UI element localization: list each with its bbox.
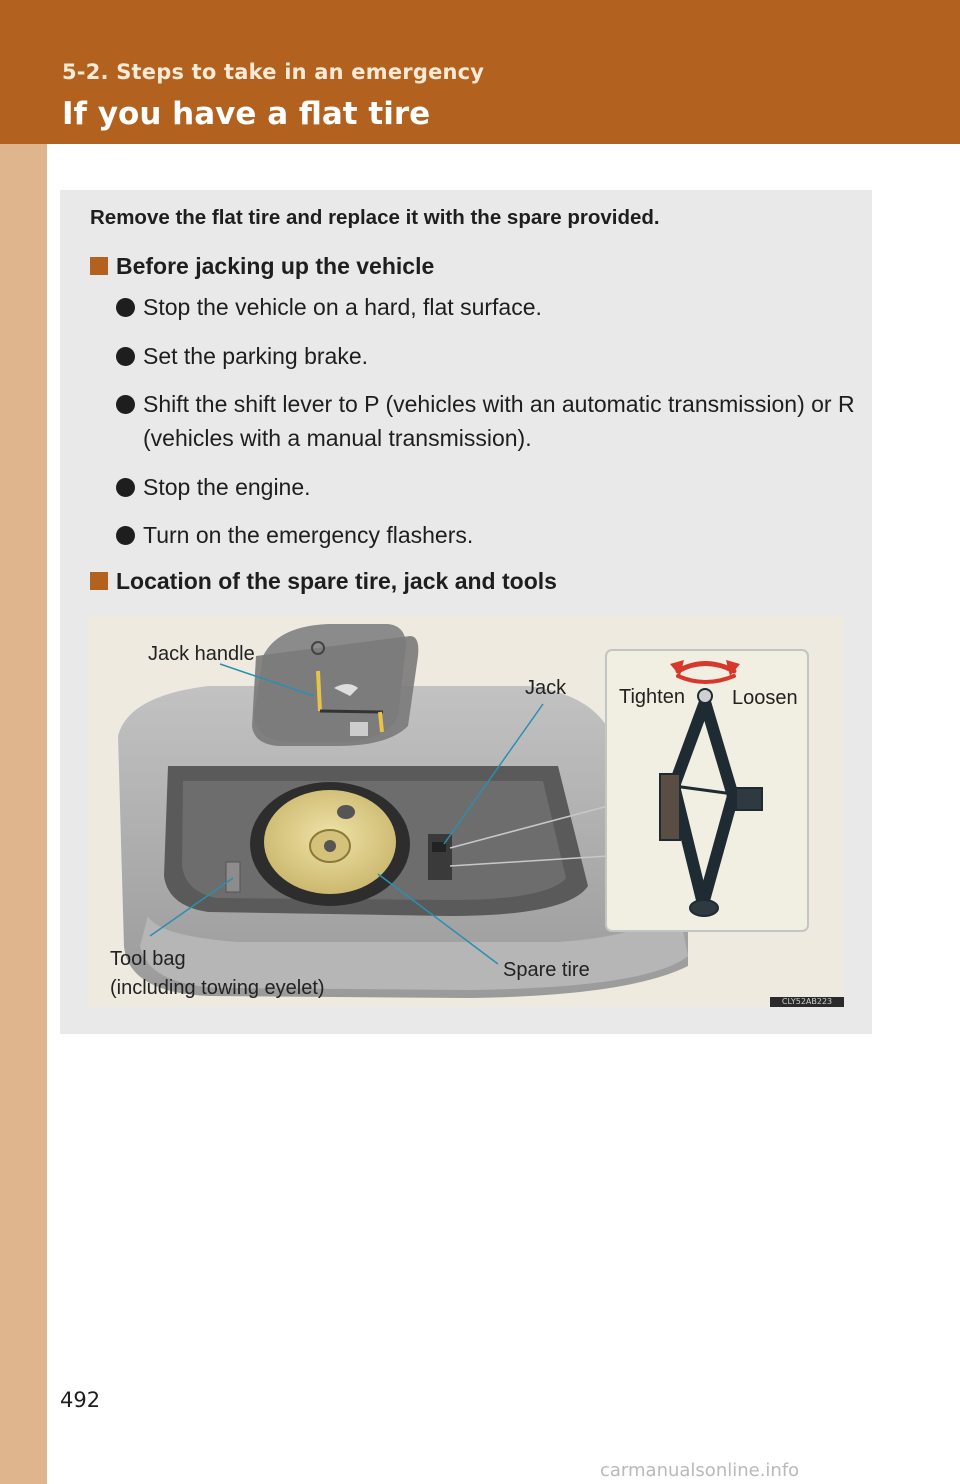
jack-stowage xyxy=(428,834,452,880)
label-jack: Jack xyxy=(525,677,567,699)
square-bullet-icon xyxy=(90,257,108,275)
illustration-code: CLY52AB223 xyxy=(770,997,844,1007)
bullet-dot-icon xyxy=(116,395,135,414)
side-strip xyxy=(0,0,47,1484)
label-spare-tire: Spare tire xyxy=(503,959,590,981)
bullet-dot-icon xyxy=(116,526,135,545)
tool-bag-shape xyxy=(226,862,240,892)
square-bullet-icon xyxy=(90,572,108,590)
label-tool-bag-note: (including towing eyelet) xyxy=(110,977,325,999)
watermark: carmanualsonline.info xyxy=(600,1460,800,1481)
list-item: Turn on the emergency flashers. xyxy=(116,518,856,552)
page-header xyxy=(0,0,960,144)
list-item: Stop the vehicle on a hard, flat surface. xyxy=(116,290,856,324)
intro-text: Remove the flat tire and replace it with the spare provided. xyxy=(90,206,660,229)
page-number: 492 xyxy=(60,1388,101,1412)
heading-spare-location: Location of the spare tire, jack and tools xyxy=(90,568,557,595)
trunk-drawing xyxy=(88,616,844,1007)
bullet-dot-icon xyxy=(116,347,135,366)
list-item: Set the parking brake. xyxy=(116,339,856,373)
label-loosen: Loosen xyxy=(732,687,798,709)
page-title: If you have a flat tire xyxy=(62,96,431,132)
label-jack-handle: Jack handle xyxy=(148,643,255,665)
list-item: Shift the shift lever to P (vehicles with an automatic transmission) or R (vehicles with a manual transmission). xyxy=(116,387,856,455)
heading-before-jacking: Before jacking up the vehicle xyxy=(90,253,434,280)
label-tool-bag: Tool bag xyxy=(110,948,186,970)
bullet-dot-icon xyxy=(116,298,135,317)
bullet-dot-icon xyxy=(116,478,135,497)
section-label: 5-2. Steps to take in an emergency xyxy=(62,60,485,84)
list-item: Stop the engine. xyxy=(116,470,856,504)
label-tighten: Tighten xyxy=(619,686,685,708)
trunk-illustration xyxy=(88,616,844,1007)
